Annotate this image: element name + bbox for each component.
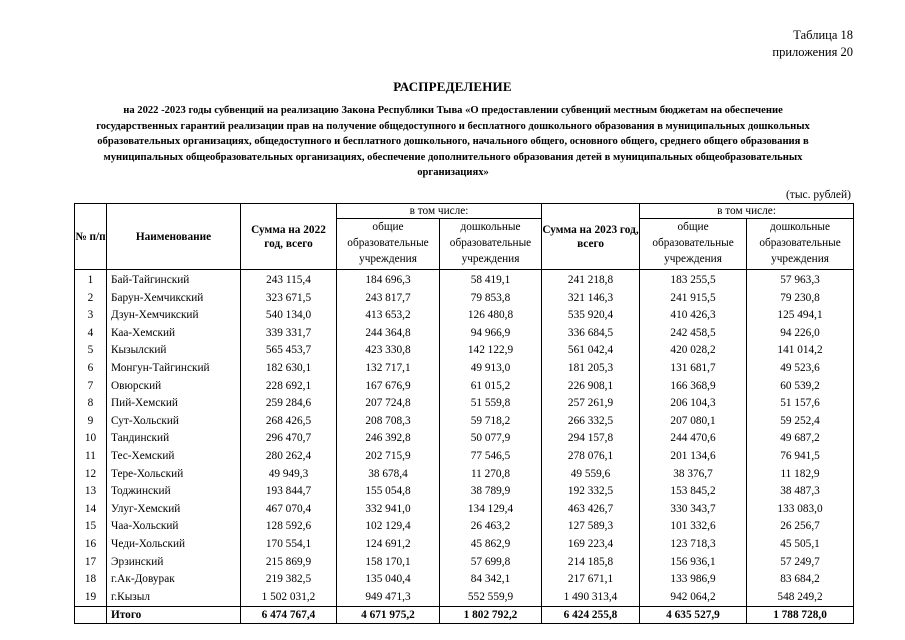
general-2022-cell: 244 364,8 [337, 325, 440, 343]
preschool-2022-cell: 126 480,8 [440, 307, 542, 325]
general-2022-cell: 423 330,8 [337, 342, 440, 360]
preschool-2023-cell: 76 941,5 [747, 448, 854, 466]
table-row [75, 501, 854, 519]
preschool-2022-cell: 84 342,1 [440, 571, 542, 589]
row-number-cell: 1 [75, 270, 107, 290]
general-2022-cell: 208 708,3 [337, 413, 440, 431]
preschool-2022-cell: 94 966,9 [440, 325, 542, 343]
sum-2023-cell: 241 218,8 [542, 270, 640, 290]
sum-2023-cell: 463 426,7 [542, 501, 640, 519]
sum-2023-cell: 127 589,3 [542, 518, 640, 536]
sum-2022-cell: 170 554,1 [241, 536, 337, 554]
sum-2022-cell: 1 502 031,2 [241, 589, 337, 607]
sum-2022-cell: 565 453,7 [241, 342, 337, 360]
general-2022-cell: 184 696,3 [337, 270, 440, 290]
preschool-2022-cell: 26 463,2 [440, 518, 542, 536]
preschool-2023-cell: 548 249,2 [747, 589, 854, 607]
sum-2023-cell: 181 205,3 [542, 360, 640, 378]
district-name-cell: Тандинский [107, 430, 241, 448]
preschool-2022-cell: 51 559,8 [440, 395, 542, 413]
col-header-including-2023: в том числе: [640, 204, 854, 219]
row-number-cell: 11 [75, 448, 107, 466]
sum-2022-cell: 259 284,6 [241, 395, 337, 413]
col-header-name: Наименование [107, 204, 241, 270]
table-row [75, 589, 854, 607]
general-2023-cell: 101 332,6 [640, 518, 747, 536]
table-row [75, 483, 854, 501]
row-number-cell: 10 [75, 430, 107, 448]
row-number-cell: 15 [75, 518, 107, 536]
sum-2023-cell: 561 042,4 [542, 342, 640, 360]
sum-2022-cell: 219 382,5 [241, 571, 337, 589]
district-name-cell: Бай-Тайгинский [107, 270, 241, 290]
preschool-2022-cell: 61 015,2 [440, 378, 542, 396]
general-2023-cell: 156 936,1 [640, 554, 747, 572]
table-row [75, 395, 854, 413]
sum-2023-cell: 535 920,4 [542, 307, 640, 325]
general-2022-cell: 243 817,7 [337, 290, 440, 308]
preschool-2023-cell: 26 256,7 [747, 518, 854, 536]
preschool-2023-cell: 49 687,2 [747, 430, 854, 448]
sum-2023-cell: 336 684,5 [542, 325, 640, 343]
sum-2022-cell: 182 630,1 [241, 360, 337, 378]
general-2023-cell: 942 064,2 [640, 589, 747, 607]
district-name-cell: г.Ак-Довурак [107, 571, 241, 589]
preschool-2022-cell: 38 789,9 [440, 483, 542, 501]
district-name-cell: Чеди-Хольский [107, 536, 241, 554]
preschool-2022-cell: 552 559,9 [440, 589, 542, 607]
row-number-cell: 17 [75, 554, 107, 572]
general-2023-cell: 133 986,9 [640, 571, 747, 589]
table-row [75, 448, 854, 466]
preschool-2023-cell: 49 523,6 [747, 360, 854, 378]
preschool-2023-cell: 38 487,3 [747, 483, 854, 501]
preschool-2022-cell: 142 122,9 [440, 342, 542, 360]
general-2022-cell: 332 941,0 [337, 501, 440, 519]
row-number-cell: 13 [75, 483, 107, 501]
table-number-label: Таблица 18 [793, 28, 853, 42]
preschool-2023-cell: 141 014,2 [747, 342, 854, 360]
sum-2023-cell: 226 908,1 [542, 378, 640, 396]
row-number-cell: 5 [75, 342, 107, 360]
general-2023-cell: 123 718,3 [640, 536, 747, 554]
general-2023-cell: 183 255,5 [640, 270, 747, 290]
table-row [75, 270, 854, 290]
preschool-2023-cell: 60 539,2 [747, 378, 854, 396]
sum-2022-cell: 467 070,4 [241, 501, 337, 519]
general-2022-cell: 102 129,4 [337, 518, 440, 536]
preschool-2023-cell: 83 684,2 [747, 571, 854, 589]
row-number-cell: 9 [75, 413, 107, 431]
row-number-cell: 12 [75, 466, 107, 484]
district-name-cell: Чаа-Хольский [107, 518, 241, 536]
sum-2022-cell: 339 331,7 [241, 325, 337, 343]
row-number-cell: 6 [75, 360, 107, 378]
general-2022-cell: 246 392,8 [337, 430, 440, 448]
row-number-cell: 16 [75, 536, 107, 554]
sum-2023-cell: 266 332,5 [542, 413, 640, 431]
total-num-cell [75, 607, 107, 624]
sum-2022-cell: 243 115,4 [241, 270, 337, 290]
general-2022-cell: 167 676,9 [337, 378, 440, 396]
table-body [75, 270, 854, 624]
sum-2023-cell: 169 223,4 [542, 536, 640, 554]
table-row [75, 360, 854, 378]
total-general-2023: 4 635 527,9 [640, 607, 747, 624]
total-sum-2023: 6 424 255,8 [542, 607, 640, 624]
row-number-cell: 18 [75, 571, 107, 589]
preschool-2022-cell: 134 129,4 [440, 501, 542, 519]
sum-2023-cell: 294 157,8 [542, 430, 640, 448]
table-row [75, 466, 854, 484]
sum-2022-cell: 268 426,5 [241, 413, 337, 431]
col-header-preschool-2022: дошкольные образовательные учреждения [440, 219, 542, 270]
district-name-cell: Дзун-Хемчикский [107, 307, 241, 325]
total-row [75, 607, 854, 624]
row-number-cell: 8 [75, 395, 107, 413]
district-name-cell: Овюрский [107, 378, 241, 396]
preschool-2022-cell: 59 718,2 [440, 413, 542, 431]
general-2022-cell: 202 715,9 [337, 448, 440, 466]
district-name-cell: Каа-Хемский [107, 325, 241, 343]
table-row [75, 571, 854, 589]
distribution-table [74, 203, 854, 624]
preschool-2023-cell: 11 182,9 [747, 466, 854, 484]
preschool-2023-cell: 59 252,4 [747, 413, 854, 431]
general-2023-cell: 201 134,6 [640, 448, 747, 466]
general-2023-cell: 420 028,2 [640, 342, 747, 360]
general-2023-cell: 410 426,3 [640, 307, 747, 325]
general-2022-cell: 124 691,2 [337, 536, 440, 554]
preschool-2023-cell: 133 083,0 [747, 501, 854, 519]
general-2023-cell: 242 458,5 [640, 325, 747, 343]
table-row [75, 342, 854, 360]
general-2022-cell: 38 678,4 [337, 466, 440, 484]
total-label: Итого [107, 607, 241, 624]
general-2023-cell: 131 681,7 [640, 360, 747, 378]
district-name-cell: Эрзинский [107, 554, 241, 572]
col-header-general-2022: общие образовательные учреждения [337, 219, 440, 270]
general-2023-cell: 38 376,7 [640, 466, 747, 484]
row-number-cell: 7 [75, 378, 107, 396]
general-2023-cell: 241 915,5 [640, 290, 747, 308]
sum-2023-cell: 278 076,1 [542, 448, 640, 466]
table-row [75, 518, 854, 536]
preschool-2023-cell: 45 505,1 [747, 536, 854, 554]
preschool-2022-cell: 79 853,8 [440, 290, 542, 308]
general-2022-cell: 158 170,1 [337, 554, 440, 572]
table-row [75, 290, 854, 308]
district-name-cell: Барун-Хемчикский [107, 290, 241, 308]
district-name-cell: Пий-Хемский [107, 395, 241, 413]
col-header-general-2023: общие образовательные учреждения [640, 219, 747, 270]
preschool-2023-cell: 79 230,8 [747, 290, 854, 308]
district-name-cell: Тоджинский [107, 483, 241, 501]
preschool-2022-cell: 11 270,8 [440, 466, 542, 484]
sum-2022-cell: 323 671,5 [241, 290, 337, 308]
units-label: (тыс. рублей) [785, 189, 851, 201]
general-2022-cell: 949 471,3 [337, 589, 440, 607]
preschool-2023-cell: 94 226,0 [747, 325, 854, 343]
district-name-cell: Монгун-Тайгинский [107, 360, 241, 378]
col-header-sum-2022: Сумма на 2022 год, всего [241, 204, 337, 270]
table-row [75, 413, 854, 431]
preschool-2022-cell: 77 546,5 [440, 448, 542, 466]
preschool-2023-cell: 51 157,6 [747, 395, 854, 413]
general-2022-cell: 207 724,8 [337, 395, 440, 413]
general-2023-cell: 244 470,6 [640, 430, 747, 448]
general-2022-cell: 135 040,4 [337, 571, 440, 589]
preschool-2023-cell: 57 249,7 [747, 554, 854, 572]
district-name-cell: Кызылский [107, 342, 241, 360]
sum-2022-cell: 280 262,4 [241, 448, 337, 466]
row-number-cell: 3 [75, 307, 107, 325]
general-2023-cell: 206 104,3 [640, 395, 747, 413]
district-name-cell: г.Кызыл [107, 589, 241, 607]
table-row [75, 307, 854, 325]
document-subtitle: на 2022 -2023 годы субвенций на реализацию Закона Республики Тыва «О предоставлении субвенций местным бюджетам на обеспечение государственных гарантий реализации прав на получение общедоступного и бесплатного дошкольного образования в муниципальных дошкольных образовательных организациях, общедоступного и бесплатного дошкольного, начального общего, основного общего, среднего общего образования в муниципальных общеобразовательных организациях, обеспечение дополнительного образования детей в муниципальных общеобразовательных организациях» [96, 105, 810, 179]
preschool-2022-cell: 45 862,9 [440, 536, 542, 554]
sum-2023-cell: 217 671,1 [542, 571, 640, 589]
total-preschool-2023: 1 788 728,0 [747, 607, 854, 624]
row-number-cell: 4 [75, 325, 107, 343]
table-row [75, 554, 854, 572]
sum-2023-cell: 192 332,5 [542, 483, 640, 501]
col-header-including-2022: в том числе: [337, 204, 542, 219]
sum-2023-cell: 257 261,9 [542, 395, 640, 413]
sum-2022-cell: 49 949,3 [241, 466, 337, 484]
sum-2023-cell: 214 185,8 [542, 554, 640, 572]
total-general-2022: 4 671 975,2 [337, 607, 440, 624]
table-row [75, 536, 854, 554]
table-row [75, 378, 854, 396]
total-preschool-2022: 1 802 792,2 [440, 607, 542, 624]
col-header-num: № п/п [75, 204, 107, 270]
district-name-cell: Тере-Хольский [107, 466, 241, 484]
district-name-cell: Улуг-Хемский [107, 501, 241, 519]
general-2023-cell: 207 080,1 [640, 413, 747, 431]
table-reference [772, 27, 853, 61]
sum-2022-cell: 228 692,1 [241, 378, 337, 396]
col-header-preschool-2023: дошкольные образовательные учреждения [747, 219, 854, 270]
general-2022-cell: 413 653,2 [337, 307, 440, 325]
document-title: РАСПРЕДЕЛЕНИЕ [393, 79, 512, 94]
sum-2023-cell: 49 559,6 [542, 466, 640, 484]
general-2022-cell: 132 717,1 [337, 360, 440, 378]
general-2022-cell: 155 054,8 [337, 483, 440, 501]
sum-2022-cell: 296 470,7 [241, 430, 337, 448]
sum-2022-cell: 193 844,7 [241, 483, 337, 501]
sum-2022-cell: 215 869,9 [241, 554, 337, 572]
row-number-cell: 2 [75, 290, 107, 308]
total-sum-2022: 6 474 767,4 [241, 607, 337, 624]
preschool-2022-cell: 57 699,8 [440, 554, 542, 572]
sum-2023-cell: 1 490 313,4 [542, 589, 640, 607]
district-name-cell: Сут-Хольский [107, 413, 241, 431]
row-number-cell: 14 [75, 501, 107, 519]
preschool-2022-cell: 49 913,0 [440, 360, 542, 378]
general-2023-cell: 153 845,2 [640, 483, 747, 501]
sum-2022-cell: 540 134,0 [241, 307, 337, 325]
general-2023-cell: 166 368,9 [640, 378, 747, 396]
general-2023-cell: 330 343,7 [640, 501, 747, 519]
district-name-cell: Тес-Хемский [107, 448, 241, 466]
preschool-2023-cell: 125 494,1 [747, 307, 854, 325]
table-row [75, 430, 854, 448]
preschool-2023-cell: 57 963,3 [747, 270, 854, 290]
sum-2023-cell: 321 146,3 [542, 290, 640, 308]
preschool-2022-cell: 50 077,9 [440, 430, 542, 448]
sum-2022-cell: 128 592,6 [241, 518, 337, 536]
appendix-label: приложения 20 [772, 45, 853, 59]
table-row [75, 325, 854, 343]
row-number-cell: 19 [75, 589, 107, 607]
col-header-sum-2023: Сумма на 2023 год, всего [542, 204, 640, 270]
preschool-2022-cell: 58 419,1 [440, 270, 542, 290]
